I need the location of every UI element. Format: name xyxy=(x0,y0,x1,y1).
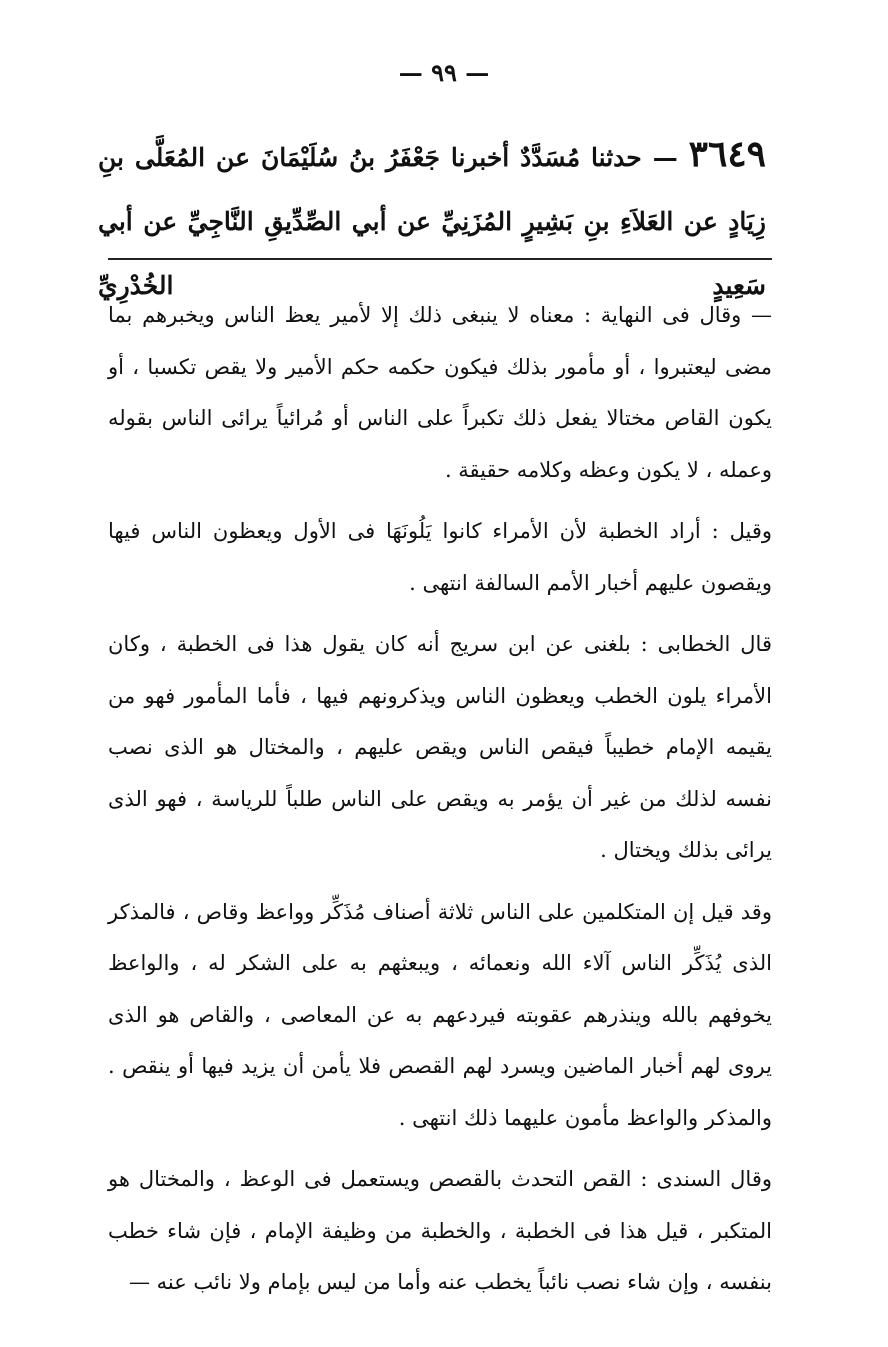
commentary-paragraph-nihaya: — وقال فى النهاية : معناه لا ينبغى ذلك إلا لأمير يعظ الناس ويخبرهم بما مضى ليعتبروا ، أو مأمور بذلك فيكون حكمه حكم الأمير ولا يقص تكسبا ، أو يكون القاص مختالا يفعل ذلك تكبراً على الناس أو مُرائياً يرائى الناس بقوله وعمله ، لا يكون وعظه وكلامه حقيقة . xyxy=(108,303,772,482)
commentary-paragraph-khutba: وقيل : أراد الخطبة لأن الأمراء كانوا يَلُونَهَا فى الأول ويعظون الناس فيها ويقصون عليهم أخبار الأمم السالفة انتهى . xyxy=(108,519,772,595)
commentary-paragraph-three-types: وقد قيل إن المتكلمين على الناس ثلاثة أصناف مُذَكِّر وواعظ وقاص ، فالمذكر الذى يُذَكِّر الناس آلاء الله ونعمائه ، ويبعثهم به على الشكر له ، والواعظ يخوفهم بالله وينذرهم عقوبته فيردعهم به عن المعاصى ، والقاص هو الذى يروى لهم أخبار الماضين ويسرد لهم القصص فلا يأمن أن يزيد فيها أو ينقص . والمذكر والواعظ مأمون عليهما ذلك انتهى . xyxy=(108,899,772,1130)
hadith-entry xyxy=(98,122,766,318)
commentary-paragraph-khattabi: قال الخطابى : بلغنى عن ابن سريج أنه كان يقول هذا فى الخطبة ، وكان الأمراء يلون الخطب ويعظون الناس ويذكرونهم فيها ، فأما المأمور فهو من يقيمه الإمام خطيباً فيقص الناس ويقص عليهم ، والمختال هو الذى نصب نفسه لذلك من غير أن يؤمر به ويقص على الناس طلباً للرياسة ، فهو الذى يرائى بذلك ويختال . xyxy=(108,632,772,862)
page-number: — ٩٩ — xyxy=(398,58,490,87)
separator-line xyxy=(108,258,772,260)
commentary-section xyxy=(108,290,772,1319)
hadith-number: ٣٦٤٩ xyxy=(688,133,766,175)
commentary-paragraph-sindi: وقال السندى : القص التحدث بالقصص ويستعمل فى الوعظ ، والمختال هو المتكبر ، قيل هذا فى الخطبة ، والخطبة من وظيفة الإمام ، فإن شاء خطب بنفسه ، وإن شاء نصب نائباً يخطب عنه وأما من ليس بإمام ولا نائب عنه — xyxy=(108,1167,772,1294)
hadith-isnad-text: — حدثنا مُسَدَّدٌ أخبرنا جَعْفَرُ بنُ سُلَيْمَانَ عن المُعَلَّى بنِ زِيَادٍ عن العَلاَءِ بنِ بَشِيرٍ المُزَنِيِّ عن أبي الصِّدِّيقِ النَّاجِيِّ عن أبي سَعِيدٍ الخُدْرِيِّ xyxy=(98,143,766,300)
